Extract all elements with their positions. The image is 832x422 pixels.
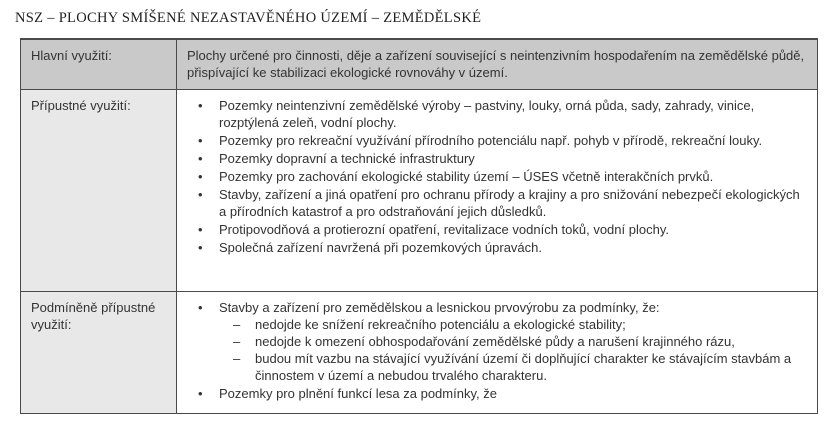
- sublist-item: – nedojde ke snížení rekreačního potenciálu a ekologické stability;: [233, 316, 807, 333]
- row-label-podminene-pripustne-vyuziti: Podmíněně přípustné využití:: [21, 292, 177, 414]
- list-item: • Pozemky pro rekreační využívání přírodního potenciálu např. pohyb v přírodě, rekreační louky.: [197, 132, 807, 149]
- list-item: • Stavby, zařízení a jiná opatření pro ochranu přírody a krajiny a pro snižování nebezpečí ekologických a přírodních katastrof a pro odstraňování jejich důsledků.: [197, 186, 807, 220]
- row-label-pripustne-vyuziti: Přípustné využití:: [21, 90, 177, 292]
- list-item: • Společná zařízení navržená při pozemkových úpravách.: [197, 239, 807, 256]
- row-content-hlavni-vyuziti: Plochy určené pro činnosti, děje a zařízení související s neintenzivním hospodařením na zemědělské půdě, přispívající ke stabilizaci ekologické rovnováhy v území.: [177, 39, 818, 90]
- dash-sublist: [219, 316, 807, 384]
- row-label-hlavni-vyuziti: Hlavní využití:: [21, 39, 177, 90]
- page-title: NSZ – PLOCHY SMÍŠENÉ NEZASTAVĚNÉHO ÚZEMÍ – ZEMĚDĚLSKÉ: [15, 10, 482, 26]
- table-row-hlavni-vyuziti: [21, 39, 818, 90]
- bullet-list: [187, 299, 807, 402]
- sublist-item: – nedojde k omezení obhospodařování zemědělské půdy a narušení krajinného rázu,: [233, 333, 807, 350]
- land-use-table: [20, 38, 818, 414]
- sublist-item: – budou mít vazbu na stávající využívání území či doplňující charakter ke stávajícím stavbám a činnostem v území a nebudou trvalého charakteru.: [233, 350, 807, 384]
- list-item: • Pozemky pro zachování ekologické stability území – ÚSES včetně interakčních prvků.: [197, 168, 807, 185]
- list-item: [197, 385, 807, 402]
- list-item: • Protipovodňová a protierozní opatření, revitalizace vodních toků, vodní plochy.: [197, 221, 807, 238]
- list-item: [197, 299, 807, 384]
- bullet-list: [187, 97, 807, 256]
- table-row-podminene-pripustne-vyuziti: [21, 292, 818, 414]
- list-item: • Pozemky dopravní a technické infrastruktury: [197, 150, 807, 167]
- list-item-text: Stavby a zařízení pro zemědělskou a lesnickou prvovýrobu za podmínky, že:: [219, 300, 660, 315]
- table-row-pripustne-vyuziti: [21, 90, 818, 292]
- list-item: • Pozemky neintenzivní zemědělské výroby – pastviny, louky, orná půda, sady, zahrady, vinice, rozptýlená zeleň, vodní plochy.: [197, 97, 807, 131]
- list-item-text: Pozemky pro plnění funkcí lesa za podmínky, že: [219, 386, 497, 401]
- row-content-podminene-pripustne-vyuziti: [177, 292, 818, 414]
- row-content-pripustne-vyuziti: [177, 90, 818, 292]
